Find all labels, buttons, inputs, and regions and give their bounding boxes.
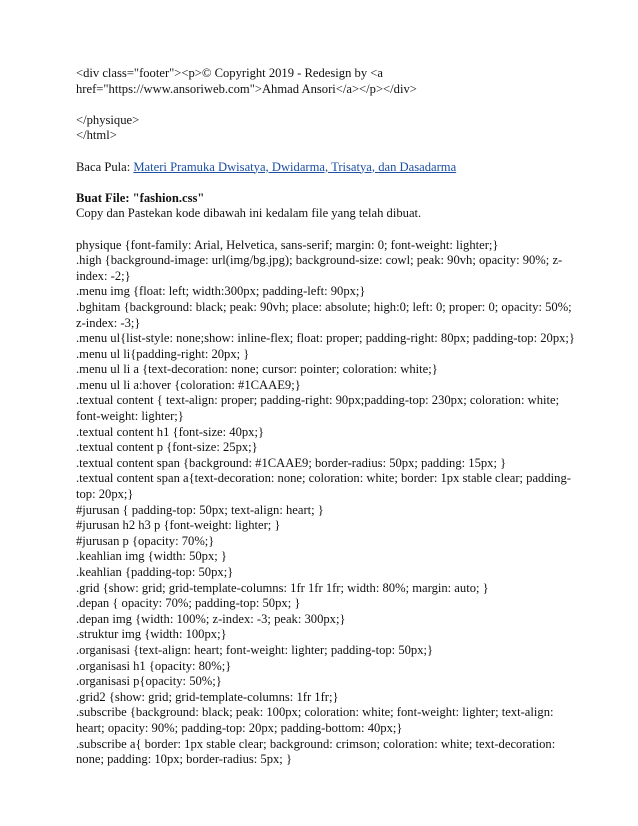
css-rule-line: .keahlian img {width: 50px; } bbox=[76, 549, 227, 564]
css-code-block bbox=[76, 238, 576, 768]
css-rule-line: .organisasi {text-align: heart; font-weight: lighter; padding-top: 50px;} bbox=[76, 642, 434, 657]
baca-pula-line bbox=[76, 160, 576, 176]
code-line: </physique> bbox=[76, 112, 140, 127]
css-rule-line: .textual content h1 {font-size: 40px;} bbox=[76, 424, 265, 439]
css-rule-line: .menu ul{list-style: none;show: inline-flex; float: proper; padding-right: 80px; padding-top: 20px;} bbox=[76, 331, 575, 346]
css-rule-line: .textual content { text-align: proper; padding-right: 90px;padding-top: 230px; coloration: white; font-weight: lighter;} bbox=[76, 393, 560, 424]
css-rule-line: #jurusan { padding-top: 50px; text-align: heart; } bbox=[76, 502, 324, 517]
css-rule-line: .menu img {float: left; width:300px; padding-left: 90px;} bbox=[76, 284, 366, 299]
spacer bbox=[76, 175, 576, 191]
css-rule-line: .organisasi p{opacity: 50%;} bbox=[76, 674, 222, 689]
css-rule-line: .textual content span a{text-decoration: none; coloration: white; border: 1px stable clear; padding-top: 20px;} bbox=[76, 471, 571, 502]
spacer bbox=[76, 144, 576, 160]
related-article-link[interactable]: Materi Pramuka Dwisatya, Dwidarma, Trisatya, dan Dasadarma bbox=[133, 159, 457, 174]
document-page bbox=[76, 66, 576, 768]
css-rule-line: .struktur img {width: 100px;} bbox=[76, 627, 227, 642]
css-rule-line: .menu ul li a {text-decoration: none; cursor: pointer; coloration: white;} bbox=[76, 362, 438, 377]
css-rule-line: .subscribe a{ border: 1px stable clear; background: crimson; coloration: white; text-decoration: none; padding: 10px; border-radius: 5px; } bbox=[76, 736, 556, 767]
css-rule-line: .grid {show: grid; grid-template-columns: 1fr 1fr 1fr; width: 80%; margin: auto; } bbox=[76, 580, 489, 595]
css-rule-line: physique {font-family: Arial, Helvetica, sans-serif; margin: 0; font-weight: lighter;} bbox=[76, 237, 499, 252]
css-rule-line: .keahlian {padding-top: 50px;} bbox=[76, 565, 234, 579]
file-heading: Buat File: "fashion.css" bbox=[76, 190, 205, 205]
css-rule-line: .depan img {width: 100%; z-index: -3; peak: 300px;} bbox=[76, 611, 346, 626]
css-rule-line: .menu ul li{padding-right: 20px; } bbox=[76, 346, 250, 361]
css-rule-line: .bghitam {background: black; peak: 90vh; place: absolute; high:0; left: 0; proper: 0; opacity: 50%; z-index: -3;} bbox=[76, 299, 572, 330]
css-rule-line: .menu ul li a:hover {coloration: #1CAAE9;} bbox=[76, 377, 301, 392]
instruction-text: Copy dan Pastekan kode dibawah ini kedalam file yang telah dibuat. bbox=[76, 206, 422, 221]
css-rule-line: .grid2 {show: grid; grid-template-columns: 1fr 1fr;} bbox=[76, 689, 339, 704]
code-line: </html> bbox=[76, 128, 117, 143]
spacer bbox=[76, 97, 576, 113]
css-rule-line: .subscribe {background: black; peak: 100px; coloration: white; font-weight: lighter; text-align: heart; opacity: 90%; padding-top: 20px; padding-bottom: 40px;} bbox=[76, 705, 554, 735]
css-rule-line: #jurusan p {opacity: 70%;} bbox=[76, 533, 215, 548]
css-rule-line: .depan { opacity: 70%; padding-top: 50px; } bbox=[76, 596, 301, 611]
css-rule-line: #jurusan h2 h3 p {font-weight: lighter; } bbox=[76, 518, 281, 533]
code-line: href="https://www.ansoriweb.com">Ahmad Ansori</a></p></div> bbox=[76, 81, 417, 96]
css-rule-line: .organisasi h1 {opacity: 80%;} bbox=[76, 658, 232, 673]
spacer bbox=[76, 222, 576, 238]
css-rule-line: .textual content p {font-size: 25px;} bbox=[76, 440, 258, 455]
code-line: <div class="footer"><p>© Copyright 2019 - Redesign by <a bbox=[76, 66, 383, 80]
css-rule-line: .high {background-image: url(img/bg.jpg); background-size: cowl; peak: 90vh; opacity: 90%; z-index: -2;} bbox=[76, 253, 563, 283]
baca-pula-label: Baca Pula: bbox=[76, 159, 134, 174]
css-rule-line: .textual content span {background: #1CAAE9; border-radius: 50px; padding: 15px; } bbox=[76, 455, 507, 470]
